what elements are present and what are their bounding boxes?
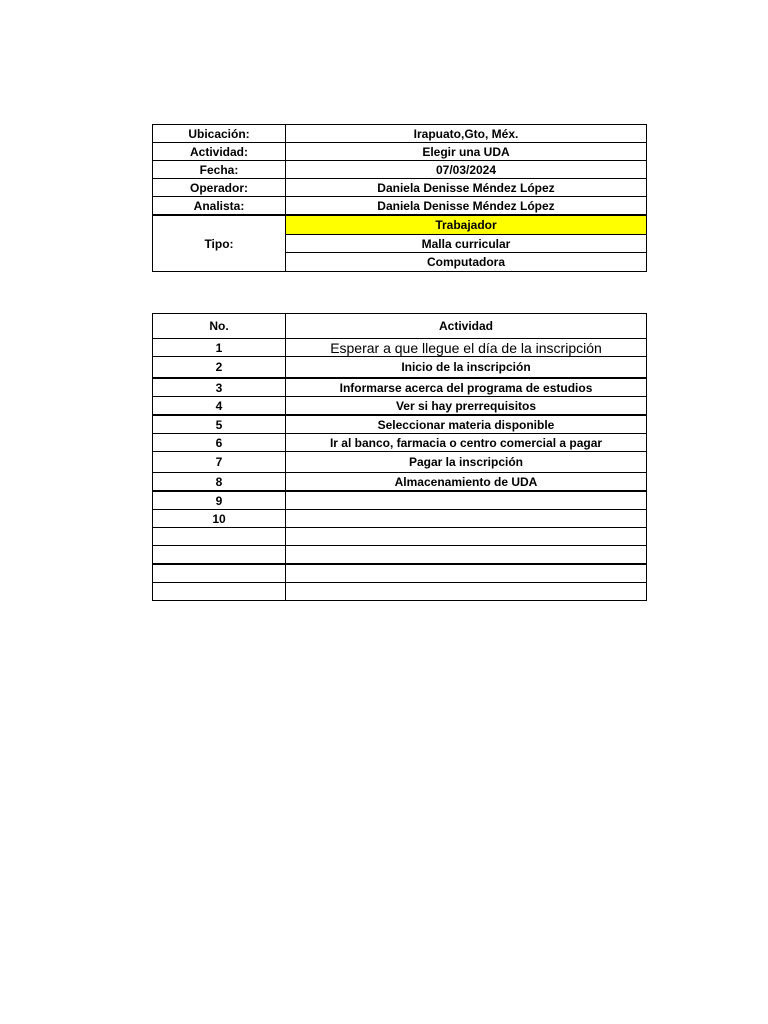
header-row-fecha xyxy=(153,161,647,179)
row-activity: Esperar a que llegue el día de la inscripción xyxy=(286,339,647,357)
table-row xyxy=(153,528,647,546)
label-operador: Operador: xyxy=(153,179,286,197)
row-activity: Ir al banco, farmacia o centro comercial a pagar xyxy=(286,434,647,452)
row-number: 6 xyxy=(153,434,286,452)
table-row xyxy=(153,491,647,510)
row-activity: Almacenamiento de UDA xyxy=(286,473,647,492)
label-analista: Analista: xyxy=(153,197,286,216)
row-number: 8 xyxy=(153,473,286,492)
table-row xyxy=(153,546,647,565)
header-row-actividad xyxy=(153,143,647,161)
row-number xyxy=(153,564,286,583)
value-analista: Daniela Denisse Méndez López xyxy=(286,197,647,216)
header-row-ubicacion xyxy=(153,125,647,143)
header-info-table xyxy=(152,124,647,272)
row-activity xyxy=(286,583,647,601)
value-tipo-malla: Malla curricular xyxy=(286,234,647,253)
row-activity: Informarse acerca del programa de estudios xyxy=(286,378,647,397)
table-row xyxy=(153,357,647,379)
value-tipo-computadora: Computadora xyxy=(286,253,647,272)
row-activity: Seleccionar materia disponible xyxy=(286,415,647,434)
row-number: 7 xyxy=(153,452,286,473)
row-activity: Inicio de la inscripción xyxy=(286,357,647,379)
table-row xyxy=(153,510,647,528)
header-row-tipo xyxy=(153,215,647,234)
row-number xyxy=(153,546,286,565)
table-row xyxy=(153,473,647,492)
row-activity xyxy=(286,564,647,583)
table-row xyxy=(153,397,647,416)
row-activity xyxy=(286,491,647,510)
table-row xyxy=(153,564,647,583)
value-ubicacion: Irapuato,Gto, Méx. xyxy=(286,125,647,143)
row-number: 4 xyxy=(153,397,286,416)
table-row xyxy=(153,434,647,452)
row-number: 5 xyxy=(153,415,286,434)
label-fecha: Fecha: xyxy=(153,161,286,179)
value-fecha: 07/03/2024 xyxy=(286,161,647,179)
row-activity xyxy=(286,510,647,528)
table-row xyxy=(153,378,647,397)
label-ubicacion: Ubicación: xyxy=(153,125,286,143)
activity-table xyxy=(152,313,647,601)
column-header-activity: Actividad xyxy=(286,314,647,339)
table-row xyxy=(153,415,647,434)
row-activity xyxy=(286,528,647,546)
table-header-row xyxy=(153,314,647,339)
row-number: 2 xyxy=(153,357,286,379)
row-number xyxy=(153,528,286,546)
row-number xyxy=(153,583,286,601)
value-actividad: Elegir una UDA xyxy=(286,143,647,161)
label-actividad: Actividad: xyxy=(153,143,286,161)
label-tipo: Tipo: xyxy=(153,215,286,272)
header-row-operador xyxy=(153,179,647,197)
value-tipo-trabajador: Trabajador xyxy=(286,215,647,234)
row-number: 1 xyxy=(153,339,286,357)
row-activity xyxy=(286,546,647,565)
row-activity: Ver si hay prerrequisitos xyxy=(286,397,647,416)
table-row xyxy=(153,452,647,473)
column-header-number: No. xyxy=(153,314,286,339)
value-operador: Daniela Denisse Méndez López xyxy=(286,179,647,197)
row-number: 9 xyxy=(153,491,286,510)
row-activity: Pagar la inscripción xyxy=(286,452,647,473)
row-number: 10 xyxy=(153,510,286,528)
header-row-analista xyxy=(153,197,647,216)
row-number: 3 xyxy=(153,378,286,397)
table-row xyxy=(153,339,647,357)
table-row xyxy=(153,583,647,601)
